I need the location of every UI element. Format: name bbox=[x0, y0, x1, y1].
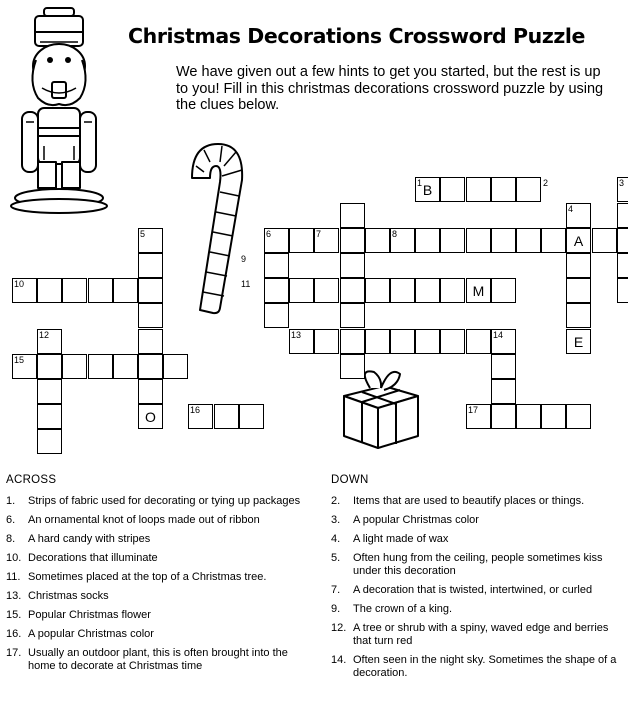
clue-item-text: Sometimes placed at the top of a Christmas tree. bbox=[28, 571, 267, 583]
clue-number: 4 bbox=[568, 204, 574, 214]
crossword-cell[interactable] bbox=[138, 303, 163, 328]
clue-item-text: Items that are used to beautify places or things. bbox=[353, 495, 585, 507]
clue-number: 10 bbox=[14, 279, 25, 289]
clue-item-text: A popular Christmas color bbox=[28, 628, 154, 640]
clue-item bbox=[6, 514, 306, 527]
crossword-cell[interactable] bbox=[340, 354, 365, 379]
crossword-cell[interactable] bbox=[440, 177, 465, 202]
crossword-cell[interactable] bbox=[365, 228, 390, 253]
clue-number: 15 bbox=[14, 355, 25, 365]
clue-number: 8 bbox=[392, 229, 398, 239]
across-clues bbox=[6, 474, 306, 679]
crossword-cell[interactable] bbox=[340, 329, 365, 354]
clue-number: 9 bbox=[241, 254, 247, 264]
clue-item-number: 15. bbox=[6, 609, 22, 621]
crossword-cell[interactable] bbox=[163, 354, 188, 379]
crossword-cell[interactable] bbox=[37, 404, 62, 429]
clue-item-text: A hard candy with stripes bbox=[28, 533, 151, 545]
given-letter: O bbox=[145, 408, 156, 425]
crossword-cell[interactable] bbox=[566, 404, 591, 429]
clue-item-text: A light made of wax bbox=[353, 533, 449, 545]
clue-number: 12 bbox=[39, 330, 50, 340]
crossword-cell[interactable] bbox=[466, 177, 491, 202]
crossword-cell[interactable] bbox=[37, 354, 62, 379]
crossword-cell[interactable] bbox=[37, 278, 62, 303]
clue-number: 14 bbox=[493, 330, 504, 340]
clue-item-number: 4. bbox=[331, 533, 341, 545]
crossword-cell[interactable] bbox=[113, 278, 138, 303]
clue-item-number: 7. bbox=[331, 584, 341, 596]
clue-item-number: 14. bbox=[331, 654, 347, 666]
clue-item-text: Usually an outdoor plant, this is often brought into the home to decorate at Christmas time bbox=[28, 647, 288, 672]
clue-number: 3 bbox=[619, 178, 625, 188]
clue-item-number: 2. bbox=[331, 495, 341, 507]
crossword-cell[interactable] bbox=[617, 253, 628, 278]
crossword-cell[interactable] bbox=[365, 329, 390, 354]
clue-item-text: Decorations that illuminate bbox=[28, 552, 158, 564]
crossword-cell[interactable] bbox=[566, 303, 591, 328]
crossword-cell[interactable] bbox=[138, 278, 163, 303]
clue-item-number: 17. bbox=[6, 647, 22, 659]
crossword-cell[interactable] bbox=[566, 278, 591, 303]
crossword-cell[interactable] bbox=[390, 329, 415, 354]
crossword-cell[interactable] bbox=[617, 203, 628, 228]
given-letter: A bbox=[573, 232, 584, 249]
clue-item-number: 6. bbox=[6, 514, 16, 526]
page-title: Christmas Decorations Crossword Puzzle bbox=[128, 24, 586, 48]
crossword-cell[interactable] bbox=[541, 228, 566, 253]
clue-item bbox=[6, 495, 306, 508]
crossword-cell[interactable] bbox=[440, 329, 465, 354]
clue-item-text: A popular Christmas color bbox=[353, 514, 479, 526]
crossword-cell[interactable] bbox=[440, 228, 465, 253]
crossword-cell[interactable] bbox=[88, 278, 113, 303]
clue-item bbox=[6, 552, 306, 565]
crossword-cell[interactable] bbox=[62, 278, 87, 303]
clue-item-number: 11. bbox=[6, 571, 21, 583]
crossword-cell[interactable] bbox=[491, 177, 516, 202]
crossword-cell[interactable] bbox=[365, 278, 390, 303]
clue-item-text: An ornamental knot of loops made out of ribbon bbox=[28, 514, 260, 526]
down-heading: DOWN bbox=[331, 474, 369, 486]
clue-item bbox=[6, 647, 306, 673]
given-letter: M bbox=[472, 282, 485, 299]
crossword-cell[interactable] bbox=[415, 329, 440, 354]
crossword-cell[interactable] bbox=[88, 354, 113, 379]
clue-item-text: Christmas socks bbox=[28, 590, 109, 602]
clue-item-text: Popular Christmas flower bbox=[28, 609, 151, 621]
clue-item-text: Often hung from the ceiling, people sometimes kiss under this decoration bbox=[353, 552, 603, 577]
clue-item-text: A decoration that is twisted, intertwined, or curled bbox=[353, 584, 593, 596]
crossword-cell[interactable] bbox=[516, 228, 541, 253]
crossword-cell[interactable] bbox=[491, 278, 516, 303]
clue-item-number: 10. bbox=[6, 552, 22, 564]
clue-item bbox=[331, 552, 621, 578]
crossword-cell[interactable] bbox=[566, 253, 591, 278]
down-clues bbox=[331, 474, 621, 686]
crossword-cell[interactable] bbox=[214, 404, 239, 429]
crossword-cell[interactable] bbox=[466, 228, 491, 253]
clue-number: 5 bbox=[140, 229, 146, 239]
clue-item bbox=[331, 533, 621, 546]
crossword-cell[interactable] bbox=[289, 278, 314, 303]
crossword-cell[interactable] bbox=[516, 177, 541, 202]
crossword-cell[interactable] bbox=[592, 228, 617, 253]
clue-item-text: Often seen in the night sky. Sometimes the shape of a decoration. bbox=[353, 654, 617, 679]
crossword-cell[interactable] bbox=[138, 253, 163, 278]
crossword-cell[interactable] bbox=[314, 329, 339, 354]
crossword-cell[interactable] bbox=[466, 329, 491, 354]
crossword-cell[interactable] bbox=[491, 354, 516, 379]
crossword-cell[interactable] bbox=[264, 253, 289, 278]
clue-number: 1 bbox=[417, 178, 423, 188]
clue-item bbox=[331, 603, 621, 616]
clue-item bbox=[6, 571, 306, 584]
intro-text: We have given out a few hints to get you started, but the rest is up to you! Fill in this christmas decorations crossword puzzle by using the clues below. bbox=[176, 64, 604, 113]
clue-item-number: 1. bbox=[6, 495, 16, 507]
crossword-cell[interactable] bbox=[617, 278, 628, 303]
crossword-cell[interactable] bbox=[37, 379, 62, 404]
crossword-cell[interactable] bbox=[289, 228, 314, 253]
crossword-cell[interactable] bbox=[491, 379, 516, 404]
crossword-cell[interactable] bbox=[415, 278, 440, 303]
clue-item-text: Strips of fabric used for decorating or tying up packages bbox=[28, 495, 301, 507]
clue-number: 16 bbox=[190, 405, 201, 415]
clue-item-number: 13. bbox=[6, 590, 22, 602]
crossword-cell[interactable] bbox=[491, 228, 516, 253]
crossword-cell[interactable] bbox=[340, 253, 365, 278]
crossword-cell[interactable] bbox=[138, 379, 163, 404]
clue-item-text: The crown of a king. bbox=[353, 603, 453, 615]
clue-item bbox=[331, 495, 621, 508]
clue-item bbox=[331, 514, 621, 527]
given-letter: B bbox=[422, 181, 433, 198]
clue-item bbox=[331, 622, 621, 648]
clue-number: 11 bbox=[241, 279, 251, 289]
crossword-cell[interactable] bbox=[62, 354, 87, 379]
clue-item-number: 8. bbox=[6, 533, 16, 545]
crossword-cell[interactable] bbox=[491, 404, 516, 429]
across-heading: ACROSS bbox=[6, 474, 57, 486]
clue-item bbox=[6, 533, 306, 546]
clue-item-number: 16. bbox=[6, 628, 22, 640]
clue-number: 6 bbox=[266, 229, 272, 239]
clue-item bbox=[6, 609, 306, 622]
crossword-cell[interactable] bbox=[37, 429, 62, 454]
crossword-cell[interactable] bbox=[314, 278, 339, 303]
crossword-cell[interactable] bbox=[264, 303, 289, 328]
crossword-cell[interactable] bbox=[440, 278, 465, 303]
clue-item bbox=[6, 590, 306, 603]
crossword-cell[interactable] bbox=[138, 329, 163, 354]
clue-item-number: 5. bbox=[331, 552, 341, 564]
crossword-cell[interactable] bbox=[239, 404, 264, 429]
clue-number: 17 bbox=[468, 405, 479, 415]
crossword-cell[interactable] bbox=[541, 404, 566, 429]
crossword-cell[interactable] bbox=[617, 228, 628, 253]
clue-item-number: 12. bbox=[331, 622, 347, 634]
crossword-cell[interactable] bbox=[113, 354, 138, 379]
crossword-cell[interactable] bbox=[516, 404, 541, 429]
crossword-cell[interactable] bbox=[340, 203, 365, 228]
crossword-cell[interactable] bbox=[264, 278, 289, 303]
given-letter: E bbox=[573, 333, 584, 350]
clue-number: 2 bbox=[543, 178, 549, 188]
clue-item bbox=[6, 628, 306, 641]
crossword-cell[interactable] bbox=[340, 228, 365, 253]
clue-item bbox=[331, 584, 621, 597]
crossword-cell[interactable] bbox=[138, 354, 163, 379]
crossword-cell[interactable] bbox=[340, 303, 365, 328]
clue-item-number: 9. bbox=[331, 603, 341, 615]
clue-item-text: A tree or shrub with a spiny, waved edge and berries that turn red bbox=[353, 622, 609, 647]
crossword-cell[interactable] bbox=[340, 278, 365, 303]
crossword-cell[interactable] bbox=[390, 278, 415, 303]
clue-item bbox=[331, 654, 621, 680]
clue-number: 13 bbox=[291, 330, 302, 340]
clue-number: 7 bbox=[316, 229, 322, 239]
clue-item-number: 3. bbox=[331, 514, 341, 526]
crossword-cell[interactable] bbox=[415, 228, 440, 253]
